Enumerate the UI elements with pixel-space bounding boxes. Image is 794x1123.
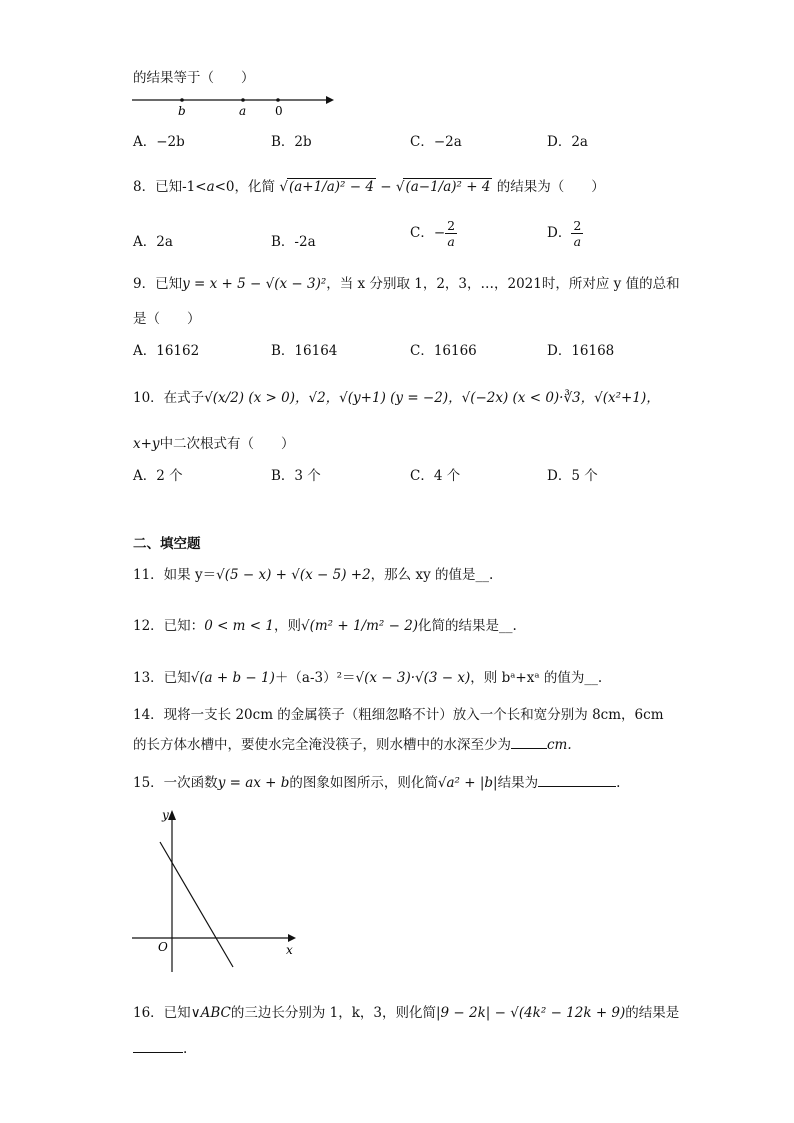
- q15-blank: [538, 772, 616, 787]
- q15-graph: [128, 806, 303, 978]
- q8-option-c: [410, 218, 457, 249]
- q13-text-a: 13．已知: [133, 670, 191, 686]
- q15-text-a: 15．一次函数: [133, 775, 218, 791]
- label-a: a: [239, 104, 247, 118]
- q13-text-b: ＋（a-3）²＝: [274, 670, 356, 686]
- q9-option-d: D．16168: [547, 343, 615, 359]
- q10-stem: [133, 386, 660, 406]
- graph-x-arrow: [288, 934, 296, 942]
- graph-origin-label: O: [158, 940, 168, 954]
- q14-line2: [133, 733, 572, 753]
- q12-expr: √(m² + 1/m² − 2): [300, 618, 419, 634]
- q10-options: [133, 464, 733, 484]
- q15-expr: √a² + |b|: [437, 775, 498, 791]
- q9-mid: ，当 x 分别取 1，2，3，…，2021时，所对应 y 值的总和: [326, 276, 680, 292]
- q10-option-a: A．2 个: [133, 468, 183, 484]
- graph-line: [160, 842, 233, 967]
- q10-option-c: C．4 个: [410, 468, 461, 484]
- q16-end: .: [183, 1041, 188, 1057]
- q10-expr: x+y: [133, 436, 160, 452]
- q8-c-den: a: [447, 234, 455, 249]
- q13-expr1: √(a + b − 1): [190, 670, 275, 686]
- q8-radical-2: √(a−1/a)² + 4: [395, 179, 491, 195]
- q16-triangle: ∨ABC: [190, 1005, 231, 1021]
- q15-text-b: 的图象如图所示，则化简: [289, 775, 438, 791]
- q8-option-d-label: D．: [547, 225, 572, 241]
- q9-formula: y = x + 5 − √(x − 3)²: [182, 276, 327, 292]
- point-a: [241, 98, 245, 102]
- q8-option-d-frac: [571, 218, 583, 249]
- q15-func: y = ax + b: [217, 775, 290, 791]
- label-b: b: [178, 104, 186, 118]
- q9-option-c: C．16166: [410, 343, 477, 359]
- label-0: 0: [275, 104, 283, 118]
- q11-text-a: 11．如果 y＝: [133, 567, 217, 583]
- q10-list: √(x/2) (x > 0)，√2，√(y+1) (y = −2)，√(−2x) (x < 0)·∛3，√(x²+1)，: [204, 390, 660, 406]
- number-line-arrow: [326, 96, 334, 104]
- q8-stem: [133, 175, 605, 195]
- q9-stem: [133, 272, 680, 292]
- q16-blank: [133, 1038, 183, 1053]
- q8-options: [133, 218, 733, 250]
- q8-option-c-frac: [445, 218, 457, 249]
- q8-option-c-label: C．−: [410, 225, 446, 241]
- number-line: [130, 92, 340, 120]
- q10-line2: [133, 432, 295, 452]
- q7-options: [133, 130, 733, 150]
- point-b: [180, 98, 184, 102]
- q10-option-b: B．3 个: [271, 468, 321, 484]
- q11-expr: √(5 − x) + √(x − 5) +2: [216, 567, 371, 583]
- q10-prefix: 10．在式子: [133, 390, 205, 406]
- q7-tail: [133, 66, 255, 86]
- q9-options: [133, 339, 733, 359]
- q8-d-den: a: [573, 234, 582, 249]
- q12-text-b: ，则: [273, 618, 301, 634]
- q12-cond: 0 < m < 1: [204, 618, 274, 634]
- q7-option-b: B．2b: [271, 134, 312, 150]
- q11-text-b: ，那么 xy 的值是__.: [370, 567, 494, 583]
- q13-expr2: √(x − 3)·√(3 − x): [355, 670, 471, 686]
- q9-option-a: A．16162: [133, 343, 200, 359]
- q13-text-c: ，则 bᵃ+xᵃ 的值为__.: [470, 670, 603, 686]
- q7-tail-text: 的结果等于（ ）: [133, 70, 255, 86]
- q16-text-a: 16．已知: [133, 1005, 191, 1021]
- q16-expr: |9 − 2k| − √(4k² − 12k + 9): [435, 1005, 626, 1021]
- q9-option-b: B．16164: [271, 343, 338, 359]
- q8-option-a: A．2a: [133, 234, 173, 250]
- q11-stem: [133, 563, 493, 583]
- q9-line2: 是（ ）: [133, 311, 201, 327]
- q16-text-c: 的结果是: [625, 1005, 680, 1021]
- point-0: [276, 98, 280, 102]
- graph-y-label: y: [162, 808, 169, 822]
- q8-option-d: [547, 218, 583, 249]
- section-title: 二、填空题: [133, 536, 201, 552]
- q16-stem: [133, 1001, 679, 1021]
- q16-text-b: 的三边长分别为 1，k，3，则化简: [230, 1005, 436, 1021]
- q8-tail: 的结果为（ ）: [496, 179, 605, 195]
- q8-c-num: 2: [447, 218, 456, 233]
- q14-blank: [511, 734, 547, 749]
- q14-unit: cm.: [547, 737, 572, 753]
- q7-option-d: D．2a: [547, 134, 588, 150]
- q12-text-c: 化简的结果是__.: [418, 618, 517, 634]
- q8-var: a: [206, 179, 215, 195]
- q8-prefix: 8．已知-1<: [133, 179, 207, 195]
- q8-expr1: (a+1/a)² − 4: [288, 179, 374, 195]
- graph-x-label: x: [286, 943, 293, 957]
- q15-text-c: 结果为: [497, 775, 539, 791]
- q10-tail: 中二次根式有（ ）: [159, 436, 295, 452]
- q13-stem: [133, 666, 602, 686]
- q14-line1: 14．现将一支长 20cm 的金属筷子（粗细忽略不计）放入一个长和宽分别为 8cm，6cm: [133, 707, 664, 723]
- q8-option-b: B．-2a: [271, 234, 316, 250]
- q10-option-d: D．5 个: [547, 468, 598, 484]
- q15-stem: [133, 771, 620, 791]
- q8-radical-1: √(a+1/a)² − 4: [279, 179, 374, 195]
- q16-line2: [133, 1038, 187, 1057]
- q12-stem: [133, 614, 517, 634]
- graph-y-arrow: [168, 810, 176, 820]
- q7-option-c: C．−2a: [410, 134, 462, 150]
- q8-d-num: 2: [573, 218, 582, 233]
- q15-end: .: [616, 775, 621, 791]
- q12-text-a: 12．已知：: [133, 618, 205, 634]
- q7-option-a: A．−2b: [133, 134, 185, 150]
- q9-prefix: 9．已知: [133, 276, 183, 292]
- q8-minus: −: [380, 179, 392, 195]
- q8-mid: <0，化简: [214, 179, 276, 195]
- q8-expr2: (a−1/a)² + 4: [405, 179, 491, 195]
- q14-line2a: 的长方体水槽中，要使水完全淹没筷子，则水槽中的水深至少为: [133, 737, 511, 753]
